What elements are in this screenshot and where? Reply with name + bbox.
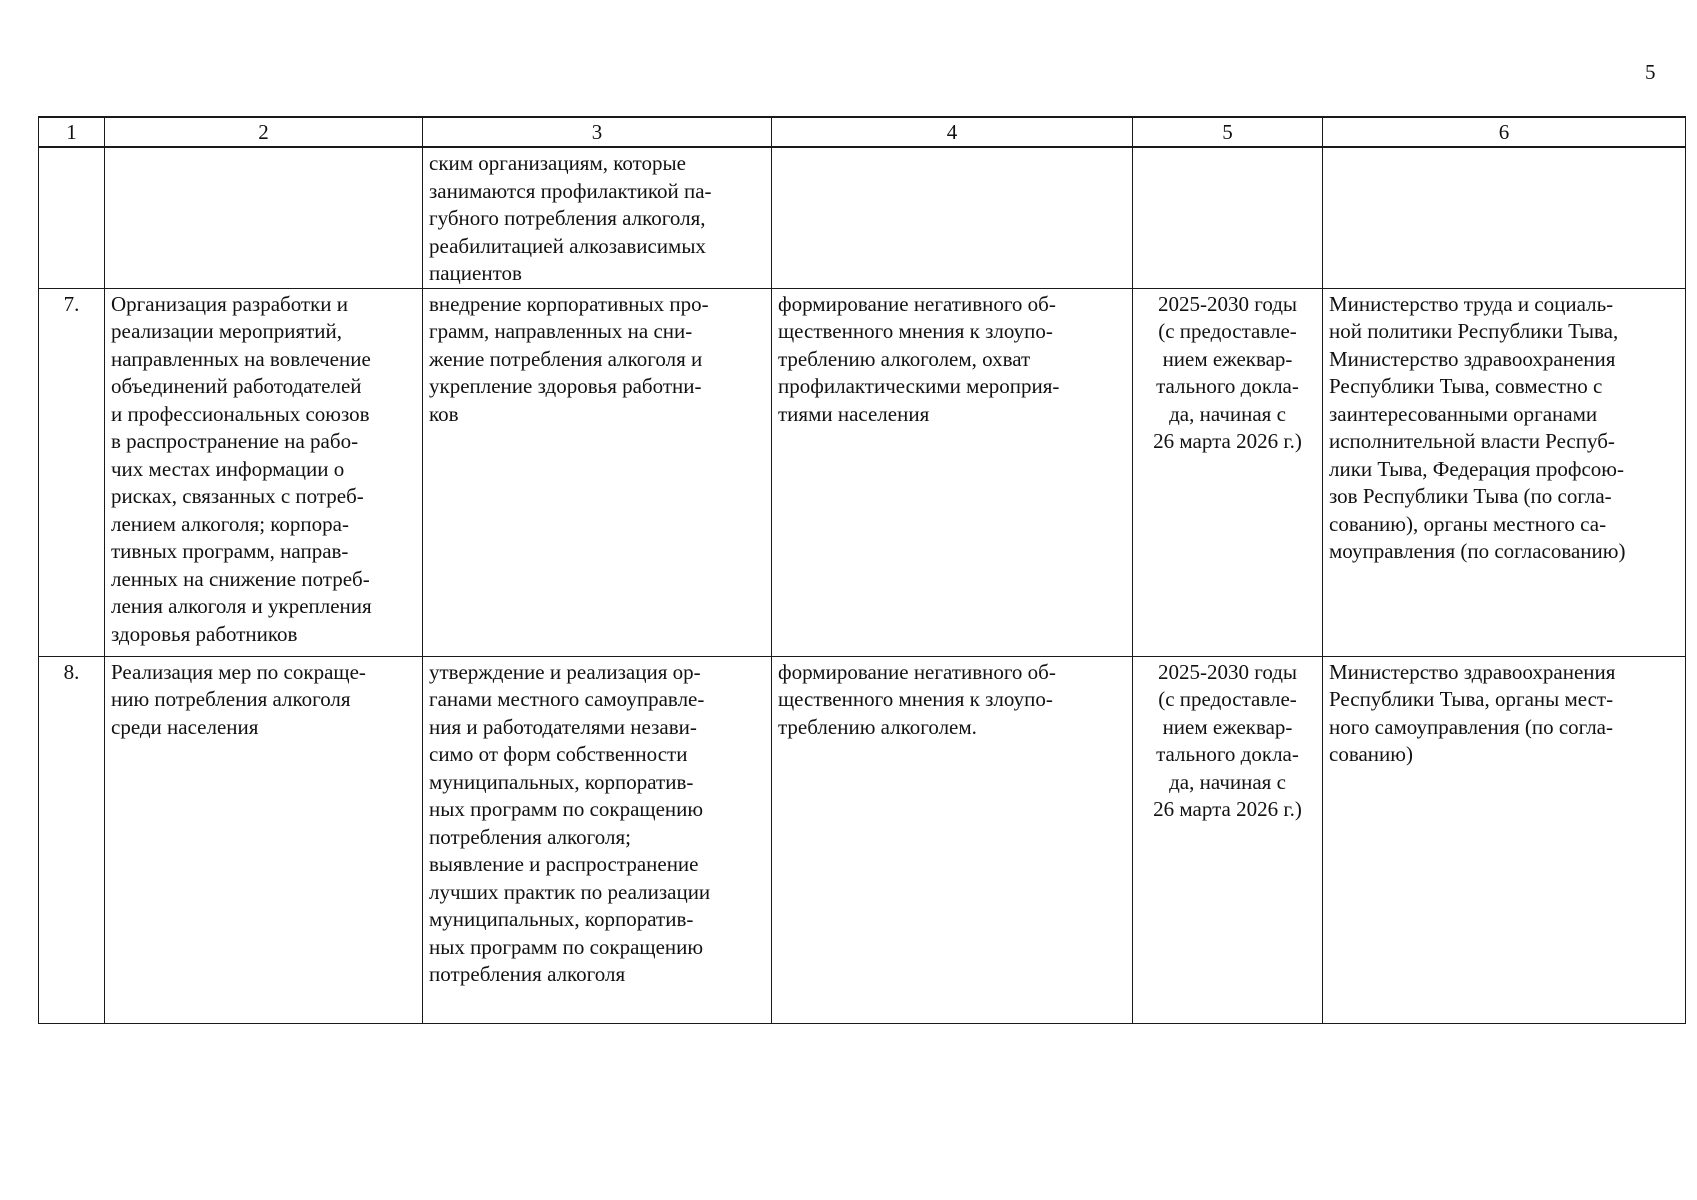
term-cell [1133,656,1323,1023]
cell-line: пациентов [429,261,522,285]
activities-cell [423,147,772,288]
column-header-5: 5 [1133,117,1323,147]
cell-line: рисках, связанных с потреб- [111,484,364,508]
cell-line: реализации мероприятий, [111,319,343,343]
table-row-continuation [39,147,1686,288]
term-cell [1133,147,1323,288]
cell-line: лением алкоголя; корпора- [111,511,349,536]
cell-line: формирование негативного об- [778,291,1056,316]
cell-line: да, начиная с [1169,769,1286,794]
cell-line: ного самоуправления (по согла- [1329,714,1613,739]
cell-line: ленных на снижение потреб- [111,566,370,591]
cell-line: (с предоставле- [1158,687,1297,711]
cell-line: сованию), органы местного са- [1329,511,1607,536]
cell-line: треблению алкоголем, охват [778,346,1031,371]
cell-line: моуправления (по согласованию) [1329,539,1626,563]
table-row-8 [39,656,1686,1023]
cell-line: щественного мнения к злоупо- [778,319,1053,343]
cell-line: 26 марта 2026 г.) [1153,429,1302,453]
cell-line: нию потребления алкоголя [111,687,351,711]
cell-line: исполнительной власти Респуб- [1329,429,1615,453]
responsible-cell [1323,288,1686,656]
cell-line: занимаются профилактикой па- [429,178,712,203]
measures-table [38,116,1686,1024]
cell-line: чих местах информации о [111,456,345,481]
cell-line: Реализация мер по сокраще- [111,659,366,684]
cell-line: и профессиональных союзов [111,401,370,426]
cell-line: лучших практик по реализации [429,879,711,904]
cell-line: грамм, направленных на сни- [429,319,693,343]
measure-cell [105,288,423,656]
cell-line: нием ежеквар- [1162,714,1293,739]
table-header-row [39,117,1686,147]
cell-line: муниципальных, корпоратив- [429,907,694,931]
cell-line: укрепление здоровья работни- [429,374,702,398]
cell-line: потребления алкоголя; [429,824,631,849]
row-number-cell [39,147,105,288]
activities-cell [423,656,772,1023]
cell-line: тивных программ, направ- [111,539,349,563]
cell-line: тального докла- [1156,742,1299,766]
cell-line: ков [429,401,459,426]
cell-line: выявление и распространение [429,852,699,876]
table-row-7 [39,288,1686,656]
cell-line: заинтересованными органами [1329,401,1598,426]
term-cell [1133,288,1323,656]
result-cell [772,147,1133,288]
activities-cell [423,288,772,656]
cell-line: направленных на вовлечение [111,346,371,371]
cell-line: ления алкоголя и укрепления [111,594,372,618]
row-number-cell: 8. [39,656,105,1023]
cell-line: ским организациям, которые [429,151,686,175]
cell-line: формирование негативного об- [778,659,1056,684]
cell-line: 2025-2030 годы [1157,659,1298,684]
cell-line: лики Тыва, Федерация профсою- [1329,456,1624,481]
cell-line: щественного мнения к злоупо- [778,687,1053,711]
cell-line: ных программ по сокращению [429,934,704,959]
row-number-cell: 7. [39,288,105,656]
column-header-6: 6 [1323,117,1686,147]
cell-line: ния и работодателями незави- [429,714,697,739]
cell-line: муниципальных, корпоратив- [429,769,694,794]
column-header-4: 4 [772,117,1133,147]
cell-line: утверждение и реализация ор- [429,659,701,684]
cell-line: Республики Тыва, совместно с [1329,374,1603,398]
cell-line: Министерство труда и социаль- [1329,291,1614,316]
measure-cell [105,147,423,288]
column-header-1: 1 [39,117,105,147]
cell-line: объединений работодателей [111,374,362,398]
cell-line: сованию) [1329,742,1413,766]
cell-line: губного потребления алкоголя, [429,206,706,230]
cell-line: 26 марта 2026 г.) [1153,797,1302,821]
column-header-3: 3 [423,117,772,147]
cell-line: в распространение на рабо- [111,429,359,453]
cell-line: симо от форм собственности [429,742,688,766]
cell-line: треблению алкоголем. [778,714,977,739]
cell-line: потребления алкоголя [429,962,626,986]
cell-line: внедрение корпоративных про- [429,291,709,316]
cell-line: ной политики Республики Тыва, [1329,319,1619,343]
responsible-cell [1323,147,1686,288]
cell-line: да, начиная с [1169,401,1286,426]
cell-line: ганами местного самоуправле- [429,687,705,711]
cell-line: среди населения [111,714,259,739]
cell-line: тального докла- [1156,374,1299,398]
cell-line: нием ежеквар- [1162,346,1293,371]
cell-line: 2025-2030 годы [1157,291,1298,316]
measure-cell [105,656,423,1023]
cell-line: реабилитацией алкозависимых [429,233,706,258]
page-number: 5 [1645,60,1656,84]
cell-line: Республики Тыва, органы мест- [1329,687,1614,711]
responsible-cell [1323,656,1686,1023]
cell-line: (с предоставле- [1158,319,1297,343]
cell-line: тиями населения [778,401,930,426]
cell-line: Министерство здравоохранения [1329,659,1616,684]
column-header-2: 2 [105,117,423,147]
cell-line: зов Республики Тыва (по согла- [1329,484,1612,508]
cell-line: Министерство здравоохранения [1329,346,1616,371]
cell-line: профилактическими мероприя- [778,374,1060,398]
cell-line: ных программ по сокращению [429,797,704,821]
cell-line: Организация разработки и [111,291,349,316]
cell-line: здоровья работников [111,621,298,646]
result-cell [772,656,1133,1023]
result-cell [772,288,1133,656]
cell-line: жение потребления алкоголя и [429,346,703,371]
